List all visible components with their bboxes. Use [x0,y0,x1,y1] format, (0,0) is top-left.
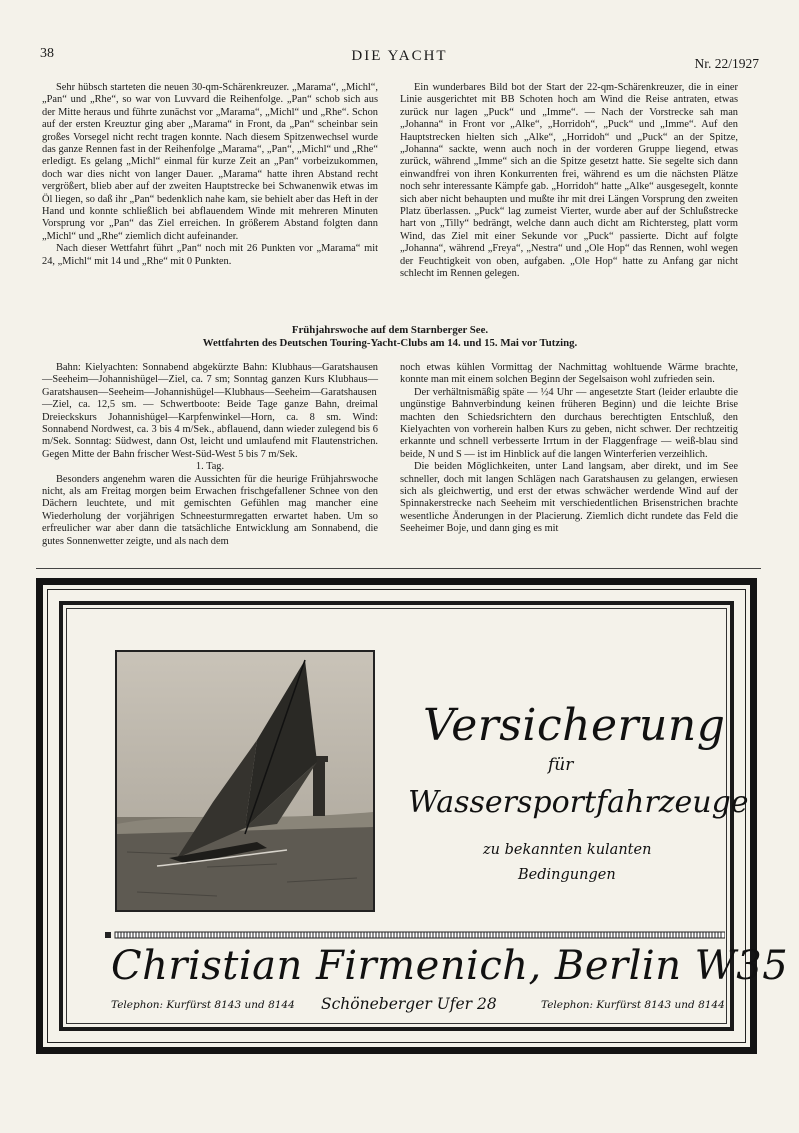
paragraph: Nach dieser Wettfahrt führt „Pan“ noch mit 26 Punkten vor „Marama“ mit 24, „Michl“ mit 14 und „Rhe“ mit 0 Punkten. [42,243,378,267]
ad-terms-line1: zu bekannten kulanten [483,842,652,858]
paragraph: Sehr hübsch starteten die neuen 30-qm-Schärenkreuzer. „Marama“, „Michl“, „Pan“ und „Rhe“, so war von Luvvard die Reihenfolge. „Pan“ schob sich aus der Mitte heraus und führte zunächst vor „Marama“, „Michl“ und „Rhe“. Schon auf der ersten Kreuztur ging aber „Marama“ in Front, da „Pan“ scheinbar sein großes Vorsegel nicht recht tragen konnte. Nach diesem Spitzenwechsel wurde das ganze Rennen fast in der Reihenfolge „Marama“, „Pan“, „Michl“ und „Rhe“ erledigt. Es gelang „Michl“ einmal für kurze Zeit an „Pan“ vorbeizukommen, doch war dies nicht von langer Dauer. „Marama“ hatte ihren Abstand recht vergrößert, blieb aber auf der zweiten Hauptstrecke bei Schwanenwik etwas im Öl liegen, so daß ihr „Pan“ bedenklich nahe kam, sie behielt aber das Heft in der Hand und konnte schließlich bei abflauendem Winde mit mehreren Minuten Vorsprung vor „Pan“ das Ziel erreichen. In größerem Abstand folgten dann „Michl“ und „Rhe“ ziemlich dicht aufeinander. [42,82,378,242]
yacht-picture [117,652,373,910]
issue-number: Nr. 22/1927 [694,56,759,71]
ad-telephone-right: Telephon: Kurfürst 8143 und 8144 [541,999,725,1011]
day-heading: 1. Tag. [195,461,225,473]
paragraph: Bahn: Kielyachten: Sonnabend abgekürzte Bahn: Klubhaus—Garatshausen—Seeheim—Johannishügel—Ziel, ca. 7 sm; Sonntag ganzen Kurs Klubhaus—Garatshausen—Seeheim—Johannishügel—Klubhaus—Seeheim—Garatshausen—Ziel, ca. 12,5 sm. — Schwertboote: Beide Tage ganze Bahn, dreimal Dreieckskurs Johannishügel—Karpfenwinkel—Horn, ca. 8 sm. Wind: Sonnabend Nordwest, ca. 3 bis 4 m/Sek., abflauend, dann wieder zulegend bis 6 m/Sek. Sonntag: Südwest, dann Ost, leicht und umlaufend mit Flautenstrichen. Gegen Mitte der Bahn frischer West-Süd-West 5 bis 7 m/Sek. [42,362,378,460]
page-number: 38 [40,46,54,61]
page-header [40,46,759,70]
ad-frame [47,589,789,1043]
ornamental-bar [105,929,725,941]
ad-connector: für [548,755,574,775]
paragraph: Besonders angenehm waren die Aussichten für die heurige Frühjahrswoche nicht, als am Freitag morgen beim Erwachen frischgefallener Schnee von den Dächern leuchtete, und mit gemischten Gefühlen mag mancher eine Wiederholung der vorjährigen Schneesturmregatten erwartet haben. Um so erfreulicher war aber dann die tatsächliche Entwicklung am Sonnabend, die gutes Sonnenwetter zeigte, und als nach dem [42,473,378,547]
sailing-yacht-illustration [115,650,375,912]
column-right-top [400,82,738,281]
section-title: Frühjahrswoche auf dem Starnberger See. [291,324,489,336]
ad-address: Schöneberger Ufer 28 [321,995,497,1013]
ad-terms-line2: Bedingungen [518,867,616,883]
column-left-bottom [42,362,378,548]
advertisement [36,578,789,1054]
paragraph: noch etwas kühlen Vormittag der Nachmittag wohltuende Wärme brachte, konnte man mit einem solchen Beginn der Segelsaison wohl zufrieden sein. [400,362,738,386]
divider [36,568,761,569]
paragraph: Die beiden Möglichkeiten, unter Land langsam, aber direkt, und im See schneller, doch mit langen Schlägen nach Garatshausen zu gelangen, erwiesen sich als gleichwertig, und erst der etwas schwächer werdende Wind auf der Spinnakerstrecke nach Seeheim mit verschiedentlichen Brisenstrichen brachte wesentliche Änderungen in der Placierung. Ziemlich dicht rundete das Feld die Seeheimer Boje, und dann ging es mit [400,461,738,535]
ad-headline: Versicherung [423,700,726,751]
paragraph: Der verhältnismäßig späte — ½4 Uhr — angesetzte Start (leider erlaubte die ungünstige Bahnverbindung keinen früheren Beginn) und die leichte Brise machten den Schiedsrichtern den durchaus berechtigten Entschluß, den Kielyachten von vorherein halben Kurs zu geben, nicht schwer. Der rechtzeitig erkannte und schnell verbesserte Irrtum in der Flaggenfrage — weiß-blau sind beide, N und S — ist im Hinblick auf die langen Winterferien verzeihlich. [400,386,738,460]
ad-subject: Wassersportfahrzeuge [408,785,749,820]
column-right-bottom [400,362,738,536]
ad-firm-name: Christian Firmenich, Berlin W35 [111,943,789,989]
ad-telephone-left: Telephon: Kurfürst 8143 und 8144 [111,999,295,1011]
section-subtitle: Wettfahrten des Deutschen Touring-Yacht-Clubs am 14. und 15. Mai vor Tutzing. [202,336,578,349]
section-heading [42,324,738,349]
ad-frame-inner [59,601,789,1031]
column-left-top [42,82,378,268]
magazine-title: DIE YACHT [351,48,448,64]
paragraph: Ein wunderbares Bild bot der Start der 22-qm-Schärenkreuzer, die in einer Linie ausgerichtet mit BB Schoten hoch am Wind die Reise antraten, etwas zurück nur lagen „Puck“ und „Imme“. — Nach der Vorstrecke sah man „Johanna“ in Front vor „Alke“, „Horridoh“, „Puck“ und „Imme“. Auf den Hauptstrecken hielten sich „Alke“, „Horridoh“ und „Puck“ an der Spitze, „Johanna“ sackte, wenn auch noch in der vorderen Gruppe liegend, etwas zurück, während „Imme“ sich an die Spitze gesetzt hatte. Sie segelte sich dann einwandfrei von ihren Konkurrenten frei, während es um die nächsten Plätze noch sehr interessante Kämpfe gab. „Horridoh“ hatte „Alke“ ausgesegelt, konnte sich aber nicht behaupten und mußte ihr mit drei Längen Vorsprung den zweiten Platz überlassen. „Puck“ lag zumeist Vierter, wurde aber auf der Schlußstrecke hart von „Tilly“ bedrängt, welche dann auch dicht am Richtersteg, platt vorm Wind, das Ziel mit einer Sekunde vor „Puck“ passierte. Dicht auf folgte „Johanna“, während „Freya“, „Nestra“ und „Ole Hop“ das Rennen, wohl wegen der Feuchtigkeit von oben, aufgaben. „Ole Hop“ hatte zu Anfang gar nicht schlecht im Rennen gelegen. [400,82,738,280]
